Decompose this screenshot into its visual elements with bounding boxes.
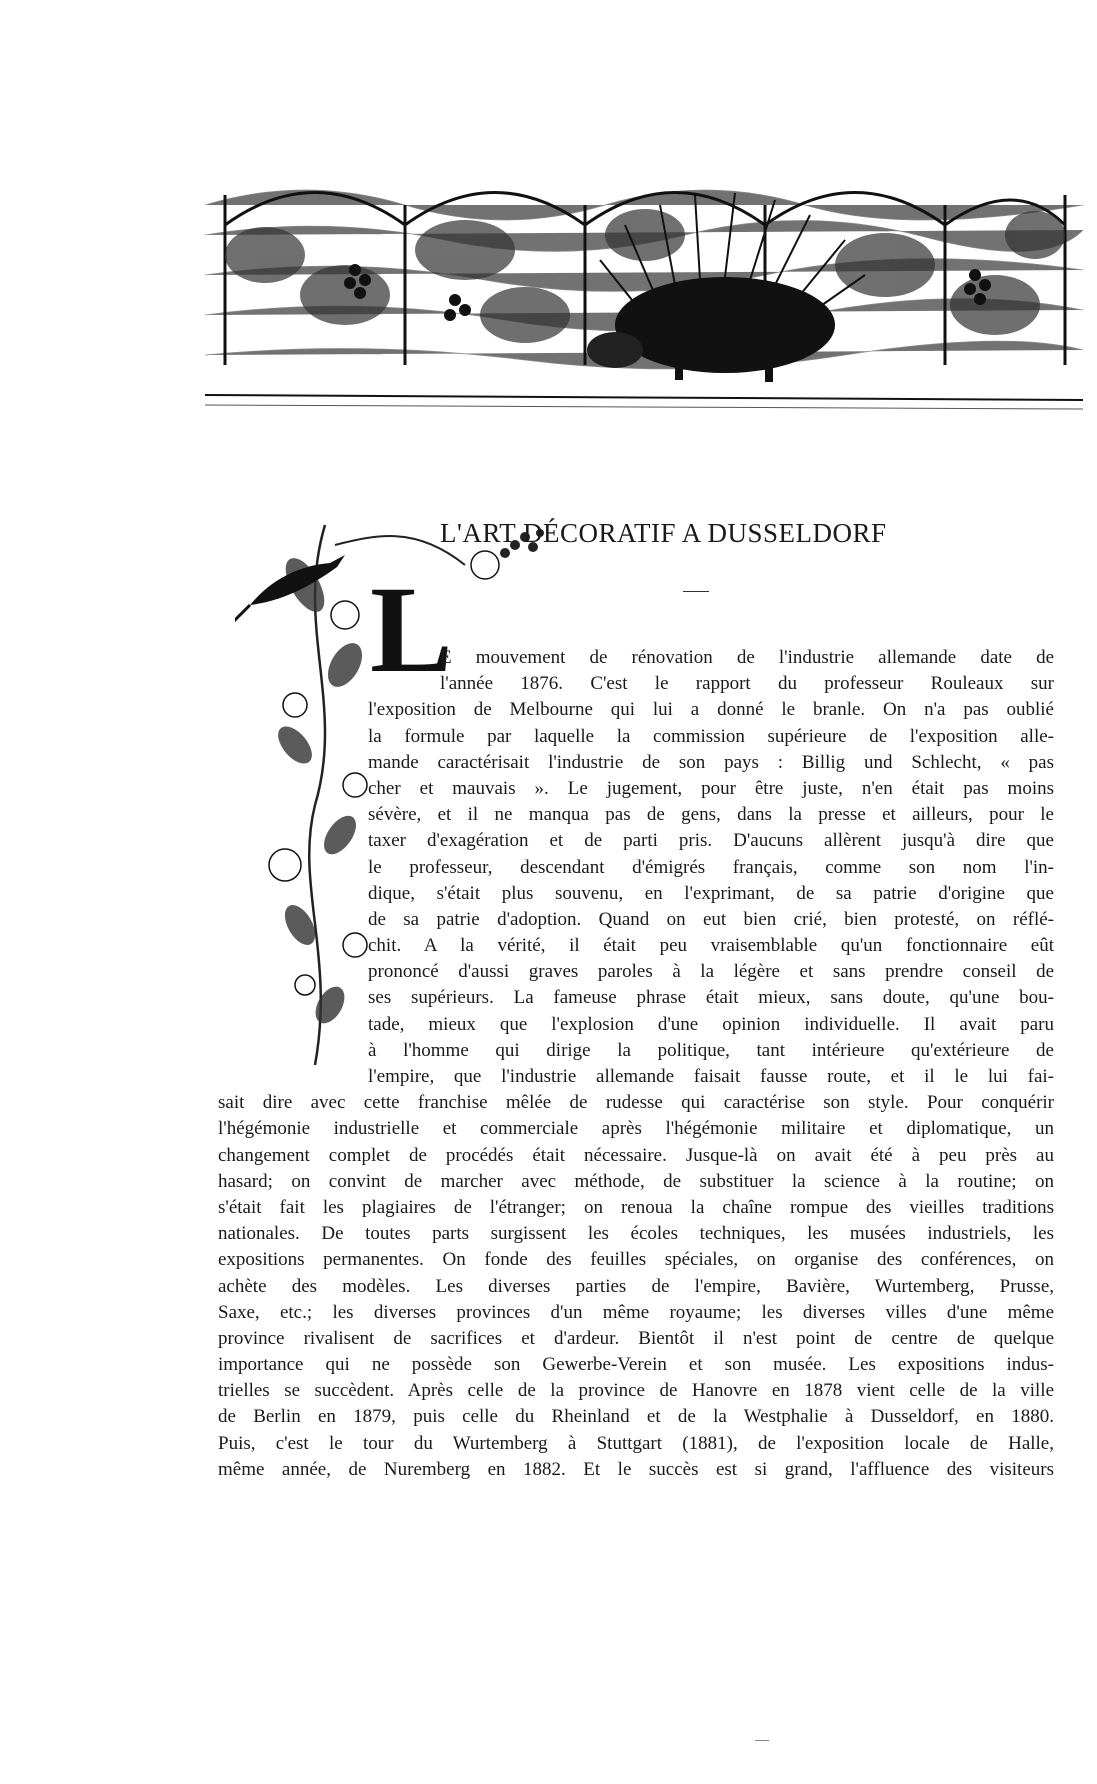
body-line: hasard; on convint de marcher avec méthode, de substituer la science à la routine; on xyxy=(218,1170,1054,1192)
body-line: cher et mauvais ». Le jugement, pour être juste, n'en était pas moins xyxy=(368,777,1054,799)
body-line: dique, s'était plus souvenu, en l'exprimant, de sa patrie d'origine que xyxy=(368,882,1054,904)
body-line: achète des modèles. Les diverses parties de l'empire, Bavière, Wurtemberg, Prusse, xyxy=(218,1275,1054,1297)
porcupine-engraving-icon xyxy=(205,165,1083,420)
article-body xyxy=(218,645,1054,1483)
body-line: de Berlin en 1879, puis celle du Rheinland et de la Westphalie à Dusseldorf, en 1880. xyxy=(218,1406,1054,1428)
body-line: sévère, et il ne manqua pas de gens, dans la presse et ailleurs, pour le xyxy=(368,804,1054,826)
body-line: l'empire, que l'industrie allemande faisait fausse route, et il le lui fai- xyxy=(368,1066,1054,1087)
body-line: de sa patrie d'adoption. Quand on eut bien crié, bien protesté, on réflé- xyxy=(368,908,1054,930)
body-line: à l'homme qui dirige la politique, tant intérieure qu'extérieure de xyxy=(368,1039,1054,1061)
initial-letter: L xyxy=(370,561,451,698)
body-line: province rivalisent de sacrifices et d'ardeur. Bientôt il n'est point de centre de quelque xyxy=(218,1327,1054,1349)
body-line: chit. A la vérité, il était peu vraisemblable qu'un fonctionnaire eût xyxy=(368,935,1054,957)
body-line: s'était fait les plagiaires de l'étranger; on renoua la chaîne rompue des vieilles traditions xyxy=(218,1196,1054,1218)
body-line: même année, de Nuremberg en 1882. Et le succès est si grand, l'affluence des visiteurs xyxy=(218,1458,1054,1480)
body-line: prononcé d'aussi graves paroles à la légère et sans prendre conseil de xyxy=(368,961,1054,983)
page-mark xyxy=(755,1740,769,1741)
body-line: nationales. De toutes parts surgissent les écoles techniques, les musées industriels, les xyxy=(218,1223,1054,1245)
body-line: Puis, c'est le tour du Wurtemberg à Stuttgart (1881), de l'exposition locale de Halle, xyxy=(218,1432,1054,1454)
body-line: mande caractérisait l'industrie de son pays : Billig und Schlecht, « pas xyxy=(368,751,1054,773)
body-line: importance qui ne possède son Gewerbe-Verein et son musée. Les expositions indus- xyxy=(218,1354,1054,1376)
body-line: l'année 1876. C'est le rapport du professeur Rouleaux sur xyxy=(440,673,1054,695)
body-line: E mouvement de rénovation de l'industrie allemande date de xyxy=(440,647,1054,668)
body-line: tade, mieux que l'explosion d'une opinion individuelle. Il avait paru xyxy=(368,1013,1054,1035)
body-line: sait dire avec cette franchise mêlée de rudesse qui caractérise son style. Pour conquérir xyxy=(218,1092,1054,1114)
article-title: L'ART DÉCORATIF A DUSSELDORF xyxy=(440,518,887,548)
body-line: l'exposition de Melbourne qui lui a donné le branle. On n'a pas oublié xyxy=(368,699,1054,721)
body-line: expositions permanentes. On fonde des feuilles spéciales, on organise des conférences, on xyxy=(218,1249,1054,1271)
body-line: ses supérieurs. La fameuse phrase était mieux, sans doute, qu'une bou- xyxy=(368,987,1054,1009)
body-line: changement complet de procédés était nécessaire. Jusque-là on avait été à peu près au xyxy=(218,1144,1054,1166)
title-divider xyxy=(683,591,709,592)
body-line: l'hégémonie industrielle et commerciale après l'hégémonie militaire et diplomatique, un xyxy=(218,1118,1054,1140)
body-line: la formule par laquelle la commission supérieure de l'exposition alle- xyxy=(368,725,1054,747)
headpiece-illustration xyxy=(205,165,1083,420)
body-line: taxer d'exagération et de parti pris. D'aucuns allèrent jusqu'à dire que xyxy=(368,830,1054,852)
body-line: le professeur, descendant d'émigrés français, comme son nom l'in- xyxy=(368,856,1054,878)
body-line: trielles se succèdent. Après celle de la province de Hanovre en 1878 vient celle de la ville xyxy=(218,1380,1054,1402)
body-line: Saxe, etc.; les diverses provinces d'un même royaume; les diverses villes d'une même xyxy=(218,1301,1054,1323)
